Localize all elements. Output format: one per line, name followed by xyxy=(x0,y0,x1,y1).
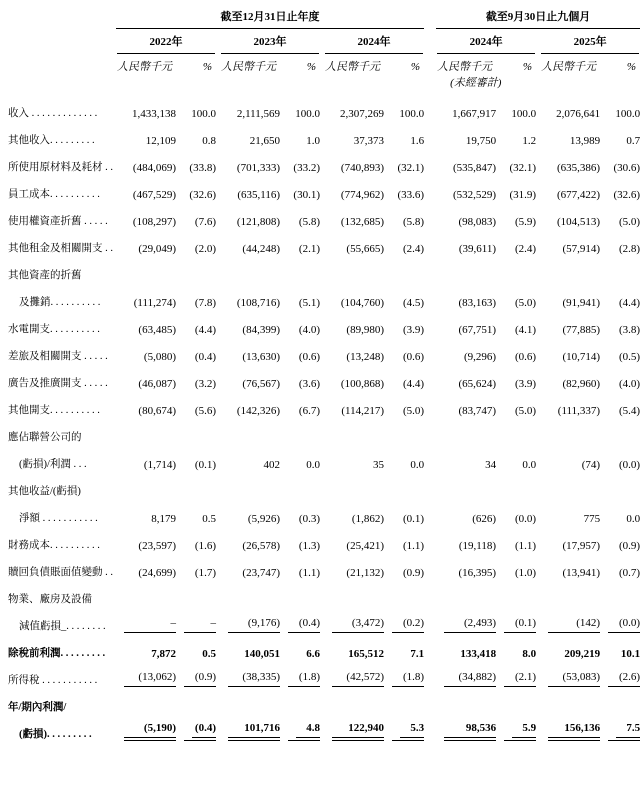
row-label: 年/期內利潤/ xyxy=(8,702,67,713)
cell-value: (701,333) xyxy=(236,162,280,174)
table-row xyxy=(8,579,642,606)
cell-percent: (6.7) xyxy=(298,405,320,417)
table-row xyxy=(8,147,642,174)
cell-value: (83,747) xyxy=(458,405,497,417)
cell-value: (108,297) xyxy=(132,216,176,228)
cell-value: 8,179 xyxy=(151,513,176,525)
cell-percent: – xyxy=(176,606,218,633)
cell-value: (77,885) xyxy=(562,324,601,336)
header-year-2025: 2025年 xyxy=(538,29,642,54)
cell-percent: (0.1) xyxy=(194,459,216,471)
cell-value: (132,685) xyxy=(340,216,384,228)
cell-percent: (0.1) xyxy=(402,513,425,525)
row-label: 物業、廠房及設備 xyxy=(8,594,92,605)
cell-percent: (0.3) xyxy=(298,513,320,525)
cell-value: (17,957) xyxy=(562,540,601,552)
cell-percent: (4.0) xyxy=(298,324,320,336)
cell-value: (1,714) xyxy=(143,459,176,471)
group-gap xyxy=(426,363,434,390)
group-gap xyxy=(426,606,434,633)
cell-percent: 0.5 xyxy=(202,648,216,660)
cell-value: (24,699) xyxy=(138,567,176,579)
group-gap xyxy=(426,444,434,471)
cell-percent: (30.6) xyxy=(613,162,641,174)
group-gap xyxy=(426,147,434,174)
row-label: 淨額 . . . . . . . . . . . xyxy=(19,513,98,524)
row-label: 除稅前利潤. . . . . . . . . xyxy=(8,648,106,659)
header-note-row xyxy=(8,73,642,89)
percent-label: % xyxy=(626,61,637,73)
row-label: 差旅及相關開支 . . . . . xyxy=(8,351,108,362)
cell-value: (10,714) xyxy=(562,351,601,363)
table-row xyxy=(8,471,642,498)
cell-value: (89,980) xyxy=(346,324,384,336)
table-row xyxy=(8,660,642,687)
cell-value: 140,051 xyxy=(244,648,280,660)
cell-percent: 5.3 xyxy=(384,714,426,741)
cell-percent: (5.0) xyxy=(402,405,425,417)
cell-value: (3,472) xyxy=(322,606,384,633)
cell-percent: (4.5) xyxy=(402,297,425,309)
header-year-2024-9m: 2024年 xyxy=(434,29,538,54)
cell-percent: (0.9) xyxy=(176,660,218,687)
cell-value: (13,248) xyxy=(346,351,384,363)
cell-value: (626) xyxy=(472,513,497,525)
group-gap xyxy=(426,228,434,255)
group-gap xyxy=(426,552,434,579)
cell-value: 122,940 xyxy=(322,714,384,741)
financial-summary-table xyxy=(8,12,642,741)
cell-percent: (5.0) xyxy=(514,297,537,309)
cell-percent: (33.2) xyxy=(293,162,320,174)
cell-value: (84,399) xyxy=(242,324,280,336)
cell-percent: (4.4) xyxy=(618,297,641,309)
cell-value: (16,395) xyxy=(458,567,497,579)
cell-value: 165,512 xyxy=(348,648,384,660)
cell-value: (26,578) xyxy=(242,540,280,552)
cell-percent: (32.1) xyxy=(397,162,425,174)
cell-percent: 100.0 xyxy=(511,108,537,120)
cell-value: (100,868) xyxy=(340,378,384,390)
cell-value: (55,665) xyxy=(346,243,384,255)
cell-percent: (33.8) xyxy=(189,162,216,174)
cell-value: (104,513) xyxy=(556,216,601,228)
cell-percent: (0.0) xyxy=(514,513,537,525)
cell-value: (21,132) xyxy=(346,567,384,579)
cell-value: (13,630) xyxy=(242,351,280,363)
table-row xyxy=(8,363,642,390)
cell-percent: (0.5) xyxy=(618,351,641,363)
cell-percent: (3.9) xyxy=(402,324,425,336)
table-row xyxy=(8,444,642,471)
cell-value: – xyxy=(114,606,176,633)
cell-value: (111,274) xyxy=(133,297,176,309)
cell-value: (65,624) xyxy=(458,378,497,390)
unit-label: 人民幣千元 xyxy=(437,61,493,73)
cell-value: (19,118) xyxy=(458,540,497,552)
row-label: 其他收入. . . . . . . . . xyxy=(8,135,95,146)
cell-value: 7,872 xyxy=(151,648,176,660)
cell-percent: (1.0) xyxy=(514,567,537,579)
table-row xyxy=(8,120,642,147)
table-row xyxy=(8,255,642,282)
cell-percent: (3.9) xyxy=(514,378,537,390)
cell-value: 19,750 xyxy=(465,135,497,147)
cell-percent: 7.1 xyxy=(410,648,425,660)
cell-value: (23,747) xyxy=(242,567,280,579)
cell-percent: 0.0 xyxy=(522,459,537,471)
group-gap xyxy=(426,525,434,552)
cell-percent: 1.0 xyxy=(306,135,320,147)
cell-value: (484,069) xyxy=(132,162,176,174)
percent-label: % xyxy=(410,61,421,73)
cell-percent: (5.0) xyxy=(618,216,641,228)
row-label: 使用權資產折舊 . . . . . xyxy=(8,216,108,227)
cell-value: (63,485) xyxy=(138,324,176,336)
row-label: 及攤銷. . . . . . . . . . xyxy=(19,297,101,308)
cell-percent: (2.4) xyxy=(402,243,425,255)
group-gap xyxy=(426,282,434,309)
cell-percent: (4.1) xyxy=(514,324,537,336)
cell-percent: (0.6) xyxy=(402,351,425,363)
cell-value: (677,422) xyxy=(556,189,601,201)
header-year-2022: 2022年 xyxy=(114,29,218,54)
cell-value: (114,217) xyxy=(341,405,384,417)
unit-label: 人民幣千元 xyxy=(117,61,172,73)
cell-value: (98,083) xyxy=(458,216,497,228)
cell-value: (44,248) xyxy=(242,243,280,255)
cell-percent: 100.0 xyxy=(295,108,320,120)
cell-value: (13,941) xyxy=(562,567,601,579)
cell-percent: (7.6) xyxy=(194,216,216,228)
cell-value: 12,109 xyxy=(145,135,176,147)
cell-percent: (2.8) xyxy=(618,243,641,255)
group-gap xyxy=(426,390,434,417)
row-label: 減值虧損_. . . . . . . . xyxy=(19,621,106,632)
table-row xyxy=(8,714,642,741)
cell-percent: 0.8 xyxy=(202,135,216,147)
table-row xyxy=(8,498,642,525)
group-gap xyxy=(426,498,434,525)
cell-percent: (0.1) xyxy=(496,606,538,633)
cell-value: (635,116) xyxy=(237,189,280,201)
cell-percent: 100.0 xyxy=(399,108,425,120)
group-gap xyxy=(426,714,434,741)
header-spacer xyxy=(8,12,114,29)
cell-value: 98,536 xyxy=(434,714,496,741)
table-row xyxy=(8,282,642,309)
cell-percent: (0.2) xyxy=(384,606,426,633)
cell-percent: (1.1) xyxy=(514,540,537,552)
cell-value: 34 xyxy=(485,459,497,471)
cell-value: (39,611) xyxy=(458,243,497,255)
cell-percent: (32.1) xyxy=(509,162,537,174)
cell-percent: (2.1) xyxy=(298,243,320,255)
table-row xyxy=(8,174,642,201)
header-year-2023: 2023年 xyxy=(218,29,322,54)
cell-value: (635,386) xyxy=(556,162,601,174)
unit-label: 人民幣千元 xyxy=(541,61,597,73)
cell-percent: (2.4) xyxy=(514,243,537,255)
cell-percent: (5.8) xyxy=(298,216,320,228)
row-label: 廣告及推廣開支 . . . . . xyxy=(8,378,108,389)
cell-value: (34,882) xyxy=(434,660,496,687)
cell-percent: (32.6) xyxy=(189,189,216,201)
cell-percent: (5.9) xyxy=(514,216,537,228)
cell-value: (9,176) xyxy=(218,606,280,633)
cell-value: 37,373 xyxy=(353,135,384,147)
cell-percent: (4.4) xyxy=(402,378,425,390)
cell-value: (53,083) xyxy=(538,660,600,687)
group-gap xyxy=(426,201,434,228)
cell-percent: (31.9) xyxy=(509,189,537,201)
cell-value: 35 xyxy=(373,459,384,471)
row-label: (虧損). . . . . . . . . xyxy=(19,729,92,740)
header-year-row xyxy=(8,29,642,54)
cell-value: (774,962) xyxy=(340,189,384,201)
cell-percent: 0.5 xyxy=(202,513,216,525)
row-label: 其他租金及相關開支 . . xyxy=(8,243,113,254)
header-gap xyxy=(426,12,434,29)
cell-percent: (1.3) xyxy=(298,540,320,552)
cell-percent: (0.6) xyxy=(298,351,320,363)
cell-percent: (0.9) xyxy=(618,540,641,552)
header-year-2024: 2024年 xyxy=(322,29,426,54)
row-label: (虧損)/利潤 . . . xyxy=(19,459,87,470)
row-label: 贖回負債賬面值變動 . . xyxy=(8,567,113,578)
cell-value: 133,418 xyxy=(460,648,497,660)
cell-percent: (0.4) xyxy=(280,606,322,633)
cell-value: 21,650 xyxy=(249,135,280,147)
table-row xyxy=(8,633,642,660)
cell-percent: (32.6) xyxy=(613,189,641,201)
percent-label: % xyxy=(522,61,533,73)
group-gap xyxy=(426,660,434,687)
cell-percent: (3.8) xyxy=(618,324,641,336)
cell-value: 101,716 xyxy=(218,714,280,741)
cell-percent: (5.6) xyxy=(194,405,216,417)
cell-value: (104,760) xyxy=(340,297,384,309)
cell-percent: (5.0) xyxy=(514,405,537,417)
cell-percent: 7.5 xyxy=(600,714,642,741)
table-row xyxy=(8,201,642,228)
row-label: 所使用原材料及耗材 . . xyxy=(8,162,113,173)
cell-percent: 0.7 xyxy=(626,135,641,147)
cell-percent: (1.8) xyxy=(384,660,426,687)
cell-percent: 100.0 xyxy=(191,108,216,120)
cell-percent: (4.0) xyxy=(618,378,641,390)
table-row xyxy=(8,606,642,633)
cell-value: 1,667,917 xyxy=(452,108,497,120)
cell-percent: 1.2 xyxy=(522,135,537,147)
table-row xyxy=(8,309,642,336)
cell-percent: (7.8) xyxy=(194,297,216,309)
table-row xyxy=(8,89,642,120)
cell-value: (5,926) xyxy=(247,513,280,525)
cell-percent: 0.0 xyxy=(306,459,320,471)
cell-percent: (0.0) xyxy=(618,459,641,471)
cell-percent: (0.4) xyxy=(176,714,218,741)
cell-value: (13,062) xyxy=(114,660,176,687)
unaudited-note: (未經審計) xyxy=(450,77,502,89)
cell-percent: (30.1) xyxy=(293,189,320,201)
cell-percent: (2.0) xyxy=(194,243,216,255)
row-label: 所得稅 . . . . . . . . . . . xyxy=(8,675,98,686)
cell-value: (532,529) xyxy=(452,189,497,201)
row-label: 收入 . . . . . . . . . . . . . xyxy=(8,108,98,119)
cell-value: (38,335) xyxy=(218,660,280,687)
cell-value: (467,529) xyxy=(132,189,176,201)
table-row xyxy=(8,417,642,444)
cell-percent: (1.1) xyxy=(402,540,425,552)
cell-value: (74) xyxy=(581,459,601,471)
cell-percent: (4.4) xyxy=(194,324,216,336)
cell-value: (5,190) xyxy=(114,714,176,741)
cell-value: (76,567) xyxy=(242,378,280,390)
header-group-row xyxy=(8,12,642,29)
row-label: 員工成本. . . . . . . . . . xyxy=(8,189,100,200)
cell-value: (111,337) xyxy=(557,405,601,417)
cell-value: (1,862) xyxy=(351,513,384,525)
cell-percent: (3.2) xyxy=(194,378,216,390)
header-unit-row xyxy=(8,54,642,73)
cell-value: (2,493) xyxy=(434,606,496,633)
group-gap xyxy=(426,633,434,660)
cell-percent: (0.4) xyxy=(194,351,216,363)
cell-value: (535,847) xyxy=(452,162,497,174)
cell-value: (23,597) xyxy=(138,540,176,552)
cell-percent: 8.0 xyxy=(522,648,537,660)
cell-percent: 4.8 xyxy=(280,714,322,741)
cell-percent: (3.6) xyxy=(298,378,320,390)
unit-label: 人民幣千元 xyxy=(325,61,380,73)
cell-percent: (1.8) xyxy=(280,660,322,687)
row-label: 其他資產的折舊 xyxy=(8,270,82,281)
cell-value: (121,808) xyxy=(236,216,280,228)
cell-value: 775 xyxy=(583,513,601,525)
cell-percent: (2.1) xyxy=(496,660,538,687)
cell-percent: 10.1 xyxy=(620,648,641,660)
group-gap xyxy=(426,336,434,363)
cell-percent: (0.0) xyxy=(600,606,642,633)
cell-value: (42,572) xyxy=(322,660,384,687)
cell-percent: (5.1) xyxy=(298,297,320,309)
cell-value: (25,421) xyxy=(346,540,384,552)
group-gap xyxy=(426,120,434,147)
cell-percent: 0.0 xyxy=(410,459,425,471)
cell-value: 2,111,569 xyxy=(236,108,280,120)
row-label: 應佔聯營公司的 xyxy=(8,432,82,443)
group-gap xyxy=(426,174,434,201)
cell-value: (740,893) xyxy=(340,162,384,174)
table-body xyxy=(8,89,642,741)
cell-value: 1,433,138 xyxy=(132,108,176,120)
cell-value: 402 xyxy=(263,459,280,471)
header-group-annual: 截至12月31日止年度 xyxy=(114,12,426,29)
group-gap xyxy=(426,89,434,120)
cell-percent: 5.9 xyxy=(496,714,538,741)
cell-percent: 0.0 xyxy=(626,513,641,525)
cell-value: 156,136 xyxy=(538,714,600,741)
percent-label: % xyxy=(202,61,212,73)
cell-value: (9,296) xyxy=(463,351,497,363)
table-row xyxy=(8,525,642,552)
cell-value: (142) xyxy=(538,606,600,633)
row-label: 水電開支. . . . . . . . . . xyxy=(8,324,100,335)
table-row xyxy=(8,228,642,255)
cell-percent: (0.7) xyxy=(618,567,641,579)
cell-value: (57,914) xyxy=(562,243,601,255)
cell-percent: (1.1) xyxy=(298,567,320,579)
cell-percent: (5.8) xyxy=(402,216,425,228)
cell-percent: (33.6) xyxy=(397,189,425,201)
cell-value: (80,674) xyxy=(138,405,176,417)
cell-value: (83,163) xyxy=(458,297,497,309)
cell-percent: 6.6 xyxy=(306,648,320,660)
header-group-ninemonth: 截至9月30日止九個月 xyxy=(434,12,642,29)
cell-value: 2,076,641 xyxy=(556,108,601,120)
row-label: 其他收益/(虧損) xyxy=(8,486,81,497)
cell-value: (67,751) xyxy=(458,324,497,336)
unit-label: 人民幣千元 xyxy=(221,61,276,73)
table-row xyxy=(8,552,642,579)
cell-percent: (0.6) xyxy=(514,351,537,363)
table-row xyxy=(8,336,642,363)
cell-percent: 1.6 xyxy=(410,135,425,147)
cell-value: 209,219 xyxy=(564,648,601,660)
cell-value: 2,307,269 xyxy=(340,108,384,120)
cell-percent: (1.6) xyxy=(194,540,216,552)
cell-value: (46,087) xyxy=(138,378,176,390)
cell-value: (108,716) xyxy=(236,297,280,309)
cell-value: (29,049) xyxy=(138,243,176,255)
cell-value: (142,326) xyxy=(236,405,280,417)
cell-percent: (0.9) xyxy=(402,567,425,579)
cell-value: (5,080) xyxy=(143,351,176,363)
row-label: 其他開支. . . . . . . . . . xyxy=(8,405,100,416)
cell-percent: (5.4) xyxy=(618,405,641,417)
cell-value: 13,989 xyxy=(569,135,601,147)
group-gap xyxy=(426,309,434,336)
cell-percent: 100.0 xyxy=(615,108,641,120)
cell-percent: (1.7) xyxy=(194,567,216,579)
table-row xyxy=(8,687,642,714)
table-row xyxy=(8,390,642,417)
cell-value: (91,941) xyxy=(562,297,601,309)
row-label: 財務成本. . . . . . . . . . xyxy=(8,540,100,551)
percent-label: % xyxy=(306,61,316,73)
cell-percent: (2.6) xyxy=(600,660,642,687)
cell-value: (82,960) xyxy=(562,378,601,390)
